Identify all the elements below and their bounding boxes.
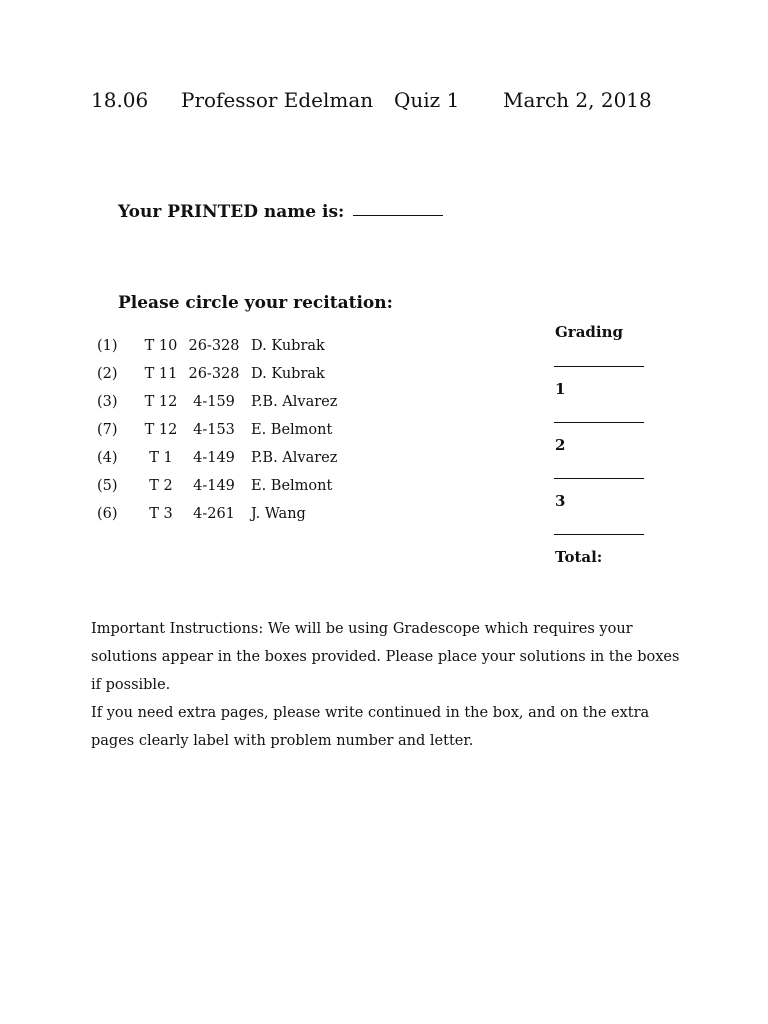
recitation-prompt: Please circle your recitation: <box>118 293 393 313</box>
recitation-number: (4) <box>97 450 118 466</box>
course-number: 18.06 <box>91 88 149 112</box>
name-blank-line[interactable] <box>353 215 443 216</box>
recitation-number: (6) <box>97 506 118 522</box>
recitation-number: (5) <box>97 478 118 494</box>
recitation-room: 4-159 <box>193 394 235 410</box>
recitation-instructor: P.B. Alvarez <box>251 450 338 466</box>
recitation-time: T 2 <box>149 478 173 494</box>
recitation-room: 26-328 <box>188 338 240 354</box>
recitation-time: T 11 <box>144 366 178 382</box>
recitation-instructor: E. Belmont <box>251 478 333 494</box>
recitation-instructor: P.B. Alvarez <box>251 394 338 410</box>
instructions-paragraph: If you need extra pages, please write continued in the box, and on the extra pages clearly label with problem number and letter. <box>91 705 650 749</box>
recitation-row[interactable] <box>92 360 337 388</box>
recitation-time: T 10 <box>144 338 178 354</box>
recitation-time: T 3 <box>149 506 173 522</box>
recitation-instructor: D. Kubrak <box>251 338 325 354</box>
recitation-time: T 12 <box>144 422 178 438</box>
recitation-row[interactable] <box>92 444 337 472</box>
recitation-number: (1) <box>97 338 118 354</box>
recitation-instructor: D. Kubrak <box>251 366 325 382</box>
recitation-row[interactable] <box>92 472 337 500</box>
recitation-number: (7) <box>97 422 118 438</box>
recitation-instructor: E. Belmont <box>251 422 333 438</box>
grade-line[interactable] <box>554 422 644 423</box>
quiz-title: Quiz 1 <box>394 88 460 112</box>
recitation-time: T 12 <box>144 394 178 410</box>
recitation-instructor: J. Wang <box>251 506 306 522</box>
name-prompt: Your PRINTED name is: <box>118 202 345 222</box>
recitation-row[interactable] <box>92 500 337 528</box>
recitation-room: 4-149 <box>193 450 235 466</box>
recitation-room: 26-328 <box>188 366 240 382</box>
recitation-row[interactable] <box>92 416 337 444</box>
grading-title: Grading <box>555 323 624 341</box>
recitation-number: (2) <box>97 366 118 382</box>
quiz-date: March 2, 2018 <box>503 88 652 112</box>
recitation-time: T 1 <box>149 450 173 466</box>
professor-name: Professor Edelman <box>181 88 374 112</box>
recitation-row[interactable] <box>92 332 337 360</box>
grade-item-label: 1 <box>555 380 566 398</box>
grade-item-label: 3 <box>555 492 566 510</box>
grade-line[interactable] <box>554 534 644 535</box>
recitation-room: 4-149 <box>193 478 235 494</box>
recitation-room: 4-261 <box>193 506 235 522</box>
recitation-table <box>92 332 337 528</box>
recitation-number: (3) <box>97 394 118 410</box>
grading-total-label: Total: <box>555 548 603 566</box>
recitation-room: 4-153 <box>193 422 235 438</box>
grade-line[interactable] <box>554 478 644 479</box>
grade-item-label: 2 <box>555 436 566 454</box>
recitation-row[interactable] <box>92 388 337 416</box>
grade-line[interactable] <box>554 366 644 367</box>
instructions-paragraph: Important Instructions: We will be using Gradescope which requires your solutions appear in the boxes provided. Please place your solutions in the boxes if possible. <box>91 621 680 693</box>
instructions-block <box>91 615 691 755</box>
